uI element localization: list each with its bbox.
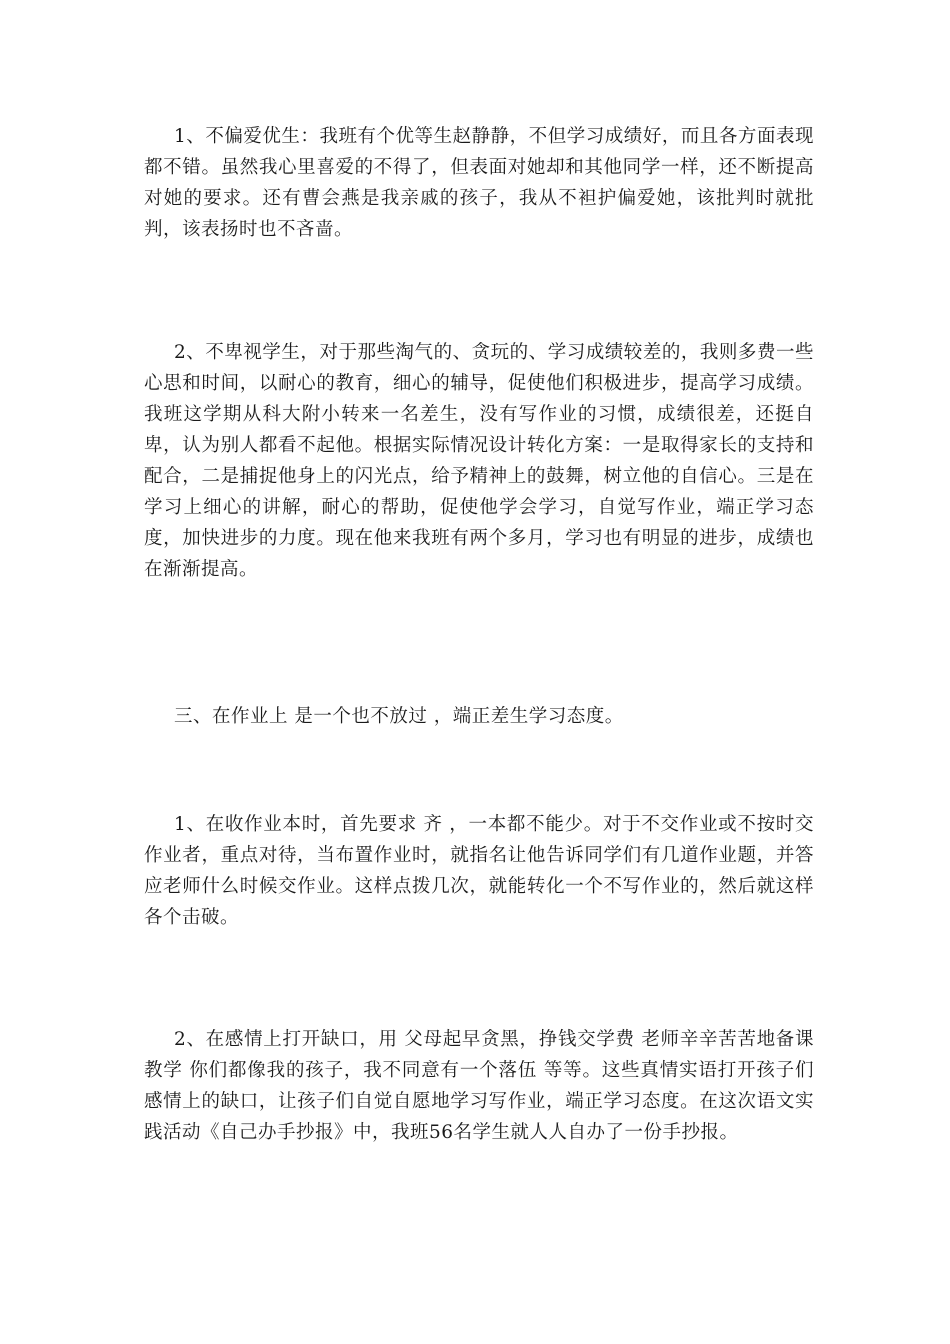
paragraph-collect-homework: 1、在收作业本时，首先要求 齐 ，一本都不能少。对于不交作业或不按时交作业者，重点对待，当布置作业时，就指名让他告诉同学们有几道作业题，并答应老师什么时候交作业。这样点拨几次，就能转化一个不写作业的，然后就这样各个击破。: [144, 814, 814, 928]
paragraph-emotional-approach: 2、在感情上打开缺口，用 父母起早贪黑，挣钱交学费 老师辛辛苦苦地备课教学 你们都像我的孩子，我不同意有一个落伍 等等。这些真情实语打开孩子们感情上的缺口，让孩子们自觉自愿地学习写作业，端正学习态度。在这次语文实践活动《自己办手抄报》中，我班56名学生就人人自办了一份手抄报。: [144, 1029, 814, 1143]
paragraph-no-contempt: 2、不卑视学生，对于那些淘气的、贪玩的、学习成绩较差的，我则多费一些心思和时间，以耐心的教育，细心的辅导，促使他们积极进步，提高学习成绩。我班这学期从科大附小转来一名差生，没有写作业的习惯，成绩很差，还挺自卑，认为别人都看不起他。根据实际情况设计转化方案：一是取得家长的支持和配合，二是捕捉他身上的闪光点，给予精神上的鼓舞，树立他的自信心。三是在学习上细心的讲解，耐心的帮助，促使他学会学习，自觉写作业，端正学习态度，加快进步的力度。现在他来我班有两个多月，学习也有明显的进步，成绩也在渐渐提高。: [144, 342, 814, 580]
paragraph-no-favoritism: 1、不偏爱优生：我班有个优等生赵静静，不但学习成绩好，而且各方面表现都不错。虽然我心里喜爱的不得了，但表面对她却和其他同学一样，还不断提高对她的要求。还有曹会燕是我亲戚的孩子，我从不袒护偏爱她，该批判时就批判，该表扬时也不吝啬。: [144, 126, 814, 240]
section-heading-homework: 三、在作业上 是一个也不放过 ，端正差生学习态度。: [174, 706, 624, 727]
